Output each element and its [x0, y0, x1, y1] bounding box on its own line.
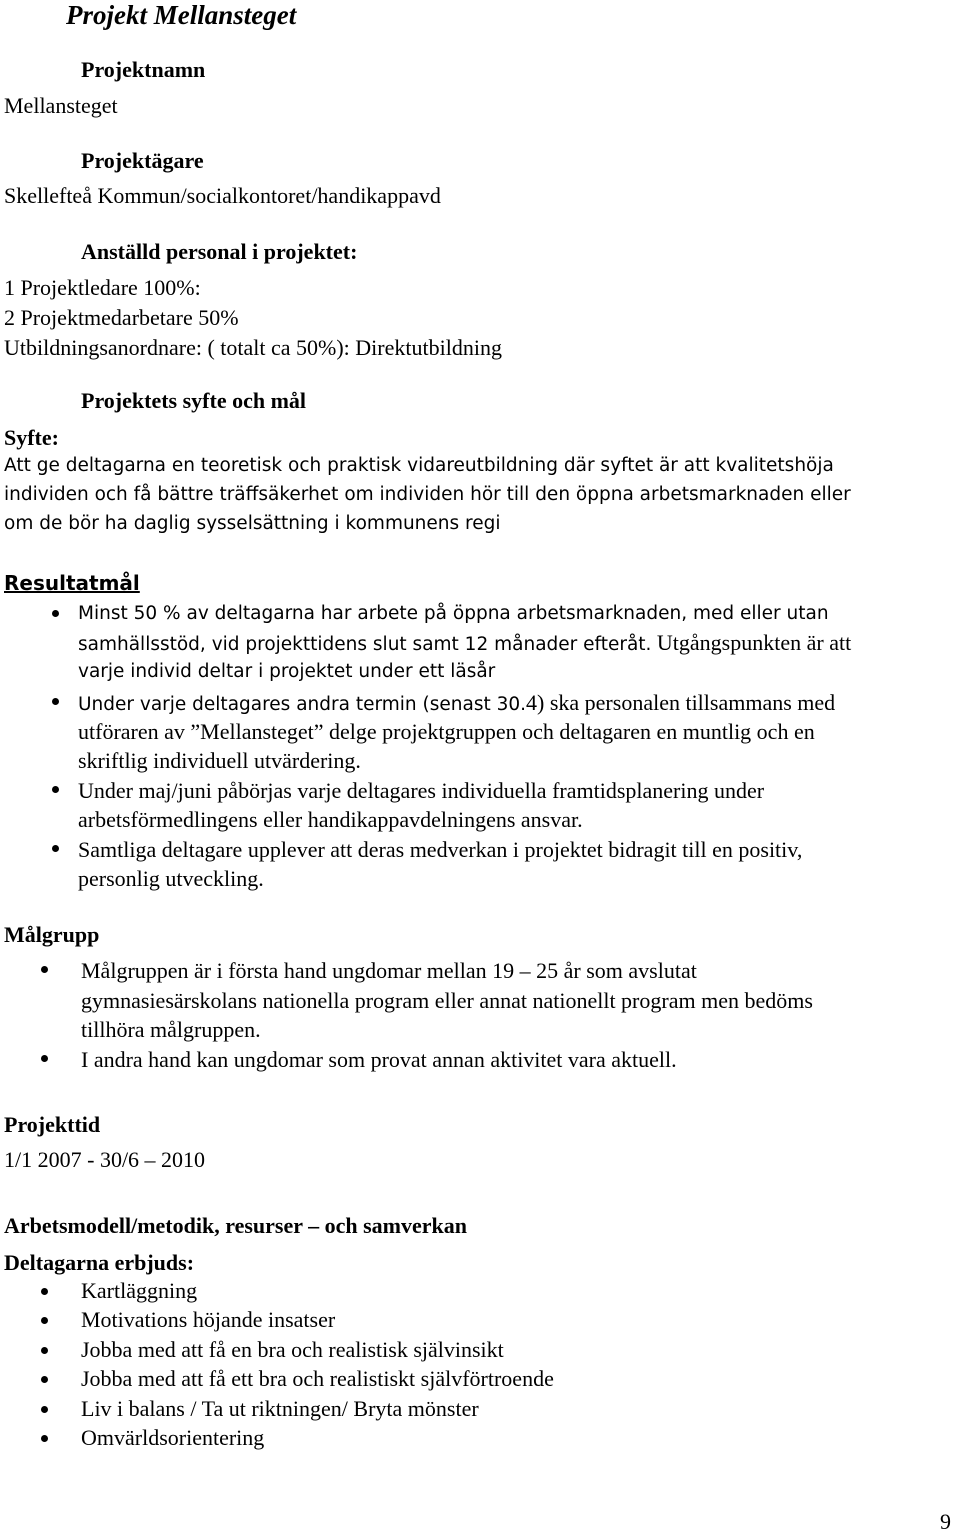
- bullet-icon: [41, 966, 48, 973]
- text-line: Under varje deltagares andra termin (senast 30.: [78, 694, 527, 715]
- list-item: Kartläggning: [81, 1278, 198, 1303]
- bullet-icon: [41, 1406, 48, 1413]
- resultatmal-bullet-3: [78, 776, 958, 834]
- bullet-icon: [41, 1317, 48, 1324]
- bullet-icon: [41, 1376, 48, 1383]
- text-line: Under maj/juni påbörjas varje deltagares individuella framtidsplanering under: [78, 778, 765, 803]
- bullet-icon: [41, 1055, 48, 1062]
- text-line: utföraren av ”Mellansteget” delge projektgruppen och deltagaren en muntlig och en: [78, 719, 815, 744]
- text-line: Utgångspunkten är att: [651, 630, 852, 655]
- list-item: Liv i balans / Ta ut riktningen/ Bryta mönster: [81, 1396, 479, 1421]
- text-line: personlig utveckling.: [78, 866, 264, 891]
- list-item: Jobba med att få en bra och realistisk självinsikt: [81, 1337, 504, 1362]
- document-title: Projekt Mellansteget: [66, 0, 297, 30]
- bullet-icon: [52, 786, 59, 793]
- syfte-line-1: Att ge deltagarna en teoretisk och praktisk vidareutbildning där syftet är att kvalitetshöja: [4, 455, 834, 476]
- syfte-line-3: om de bör ha daglig sysselsättning i kommunens regi: [4, 513, 501, 534]
- list-item: Omvärldsorientering: [81, 1425, 265, 1450]
- bullet-icon: [52, 845, 59, 852]
- arbetsmodell-heading: Arbetsmodell/metodik, resurser – och samverkan: [4, 1213, 467, 1238]
- syfte-heading: Syfte:: [4, 425, 59, 450]
- projekttid-heading: Projekttid: [4, 1112, 101, 1137]
- text-line: 4) ska personalen tillsammans med: [526, 690, 836, 715]
- deltagarna-heading: Deltagarna erbjuds:: [4, 1250, 195, 1275]
- text-line: gymnasiesärskolans nationella program eller annat nationellt program men bedöms: [81, 987, 813, 1013]
- personal-line-3: Utbildningsanordnare: ( totalt ca 50%): Direktutbildning: [4, 335, 502, 360]
- bullet-icon: [41, 1288, 48, 1295]
- projektagare-heading: Projektägare: [81, 148, 204, 173]
- list-item: Motivations höjande insatser: [81, 1307, 336, 1332]
- projekttid-value: 1/1 2007 - 30/6 – 2010: [4, 1147, 206, 1172]
- malgrupp-bullet-1: [81, 956, 957, 1045]
- text-line: samhällsstöd, vid projekttidens slut samt 12 månader efteråt.: [78, 634, 652, 655]
- personal-line-1: 1 Projektledare 100%:: [4, 275, 201, 300]
- personal-heading: Anställd personal i projektet:: [81, 239, 358, 264]
- text-line: varje individ deltar i projektet under ett läsår: [78, 661, 496, 682]
- text-line: Minst 50 % av deltagarna har arbete på öppna arbetsmarknaden, med eller utan: [78, 603, 829, 624]
- projektagare-value: Skellefteå Kommun/socialkontoret/handikappavd: [4, 183, 441, 208]
- projektnamn-value: Mellansteget: [4, 93, 118, 118]
- text-line: Målgruppen är i första hand ungdomar mellan 19 – 25 år som avslutat: [81, 958, 697, 983]
- projektnamn-heading: Projektnamn: [81, 57, 206, 82]
- resultatmal-bullet-2: [78, 688, 958, 775]
- page-number: 9: [940, 1509, 951, 1534]
- resultatmal-bullet-1: [78, 599, 958, 686]
- bullet-icon: [41, 1347, 48, 1354]
- text-line: Samtliga deltagare upplever att deras medverkan i projektet bidragit till en positiv,: [78, 837, 803, 862]
- list-item: Jobba med att få ett bra och realistiskt självförtroende: [81, 1366, 554, 1391]
- malgrupp-bullet-2: [81, 1045, 957, 1075]
- bullet-icon: [52, 698, 59, 705]
- syfte-line-2: individen och få bättre träffsäkerhet om individen hör till den öppna arbetsmarknaden eller: [4, 484, 851, 505]
- resultatmal-bullet-4: [78, 835, 958, 893]
- personal-line-2: 2 Projektmedarbetare 50%: [4, 305, 239, 330]
- resultatmal-heading: Resultatmål: [4, 571, 140, 595]
- syfte-och-mal-heading: Projektets syfte och mål: [81, 388, 307, 413]
- malgrupp-heading: Målgrupp: [4, 922, 100, 947]
- text-line: skriftlig individuell utvärdering.: [78, 748, 361, 773]
- text-line: I andra hand kan ungdomar som provat annan aktivitet vara aktuell.: [81, 1047, 677, 1072]
- text-line: tillhöra målgruppen.: [81, 1017, 261, 1042]
- text-line: arbetsförmedlingens eller handikappavdelningens ansvar.: [78, 807, 583, 832]
- bullet-icon: [52, 610, 59, 617]
- bullet-icon: [41, 1435, 48, 1442]
